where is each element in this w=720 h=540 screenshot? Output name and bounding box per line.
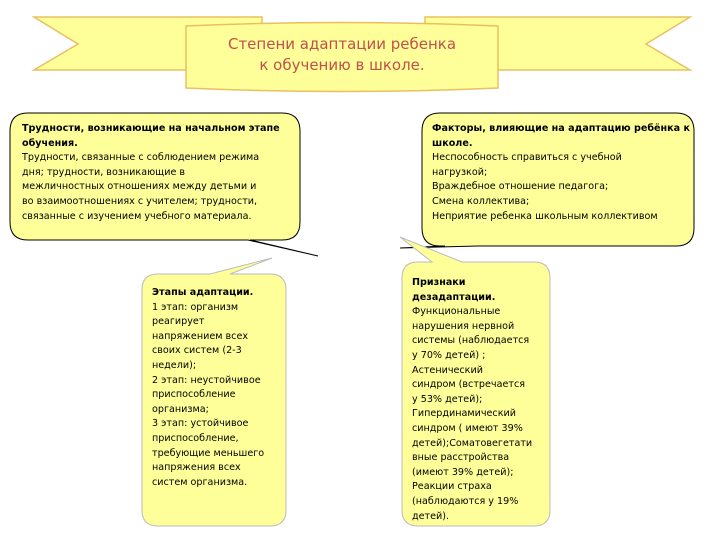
difficulties-line: дня; трудности, возникающие в: [22, 166, 186, 178]
signs-line: системы (наблюдается: [412, 335, 530, 347]
stages-heading: Этапы адаптации.: [152, 287, 254, 298]
stages-line: 2 этап: неустойчивое: [152, 374, 261, 386]
difficulties-line: связанные с изучением учебного материала.: [22, 210, 252, 222]
factors-heading-2: школе.: [432, 137, 473, 149]
signs-line: синдром (встречается: [412, 379, 525, 391]
factors-line: Неспособность справиться с учебной: [432, 152, 622, 164]
stages-line: 1 этап: организм: [152, 301, 239, 313]
difficulties-heading-2: обучения.: [22, 137, 78, 149]
signs-heading-2: дезадаптации.: [412, 291, 496, 303]
stages-line: 3 этап: устойчивое: [152, 418, 249, 430]
page-title: [186, 34, 498, 76]
stages-line: организма;: [152, 403, 209, 415]
signs-line: вные расстройства: [412, 452, 510, 464]
stages-line: недели);: [152, 359, 197, 371]
title-line-1: Степени адаптации ребенка: [227, 35, 457, 53]
stages-line: приспособление: [152, 389, 236, 401]
signs-line: Астенический: [412, 364, 483, 376]
stages-text: [152, 286, 264, 490]
signs-line: детей).: [412, 510, 450, 522]
factors-heading-1: Факторы, влияющие на адаптацию ребёнка к: [432, 123, 691, 134]
stages-line: своих систем (2-3: [152, 345, 242, 357]
title-line-2: к обучению в школе.: [259, 56, 425, 74]
signs-line: у 53% детей);: [412, 393, 483, 405]
signs-line: (имеют 39% детей);: [412, 466, 514, 478]
signs-text: [412, 276, 532, 524]
difficulties-text: [22, 122, 280, 224]
signs-line: Реакции страха: [412, 481, 492, 493]
signs-line: детей);Соматовегетати: [412, 437, 533, 449]
stages-line: требующие меньшего: [152, 447, 265, 459]
stages-line: напряжения всех: [152, 462, 241, 474]
factors-line: Смена коллектива;: [432, 195, 530, 207]
difficulties-line: межличностных отношениях между детьми и: [22, 181, 257, 193]
difficulties-line: Трудности, связанные с соблюдением режима: [22, 152, 260, 164]
factors-line: Неприятие ребенка школьным коллективом: [432, 210, 658, 222]
signs-line: Функциональные: [412, 306, 501, 318]
stages-line: напряжением всех: [152, 330, 249, 342]
difficulties-line: во взаимоотношениях с учителем; трудности,: [22, 195, 258, 207]
signs-line: у 70% детей) ;: [412, 349, 486, 361]
difficulties-heading-1: Трудности, возникающие на начальном этапе: [22, 123, 280, 134]
stages-line: систем организма.: [152, 476, 248, 488]
signs-heading-1: Признаки: [412, 277, 466, 288]
signs-line: синдром ( имеют 39%: [412, 422, 523, 434]
factors-line: нагрузкой;: [432, 166, 488, 178]
stages-line: реагирует: [152, 316, 205, 328]
stages-line: приспособление,: [152, 432, 239, 444]
signs-line: Гипердинамический: [412, 408, 516, 420]
signs-line: нарушения нервной: [412, 320, 515, 332]
factors-text: [432, 122, 690, 224]
signs-line: (наблюдаются у 19%: [412, 495, 519, 507]
factors-line: Враждебное отношение педагога;: [432, 181, 609, 193]
